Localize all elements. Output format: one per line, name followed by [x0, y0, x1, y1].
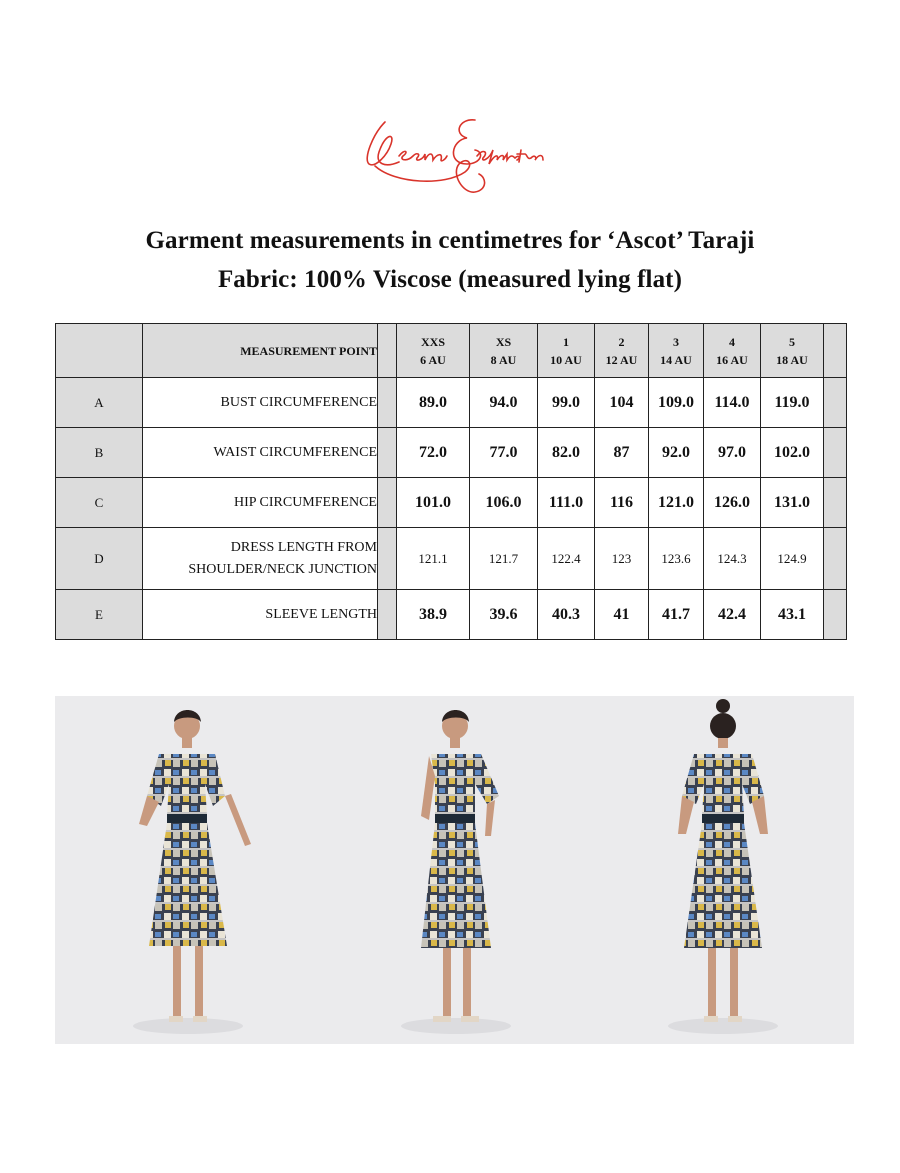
model-back-illustration [588, 696, 854, 1044]
size-label: 3 [673, 334, 679, 349]
au-label: 14 AU [660, 352, 692, 367]
size-header [397, 324, 470, 378]
value-cell: 123 [595, 528, 649, 590]
row-code: D [56, 528, 143, 590]
value-cell: 121.1 [397, 528, 470, 590]
size-label: 1 [563, 334, 569, 349]
spacer-cell [378, 428, 397, 478]
spacer-cell [378, 528, 397, 590]
au-label: 10 AU [550, 352, 582, 367]
size-header [470, 324, 538, 378]
value-cell: 40.3 [538, 590, 595, 640]
au-label: 18 AU [776, 352, 808, 367]
model-side-illustration [321, 696, 588, 1044]
spacer-cell [824, 478, 847, 528]
value-cell: 82.0 [538, 428, 595, 478]
value-cell: 124.3 [704, 528, 761, 590]
value-cell: 114.0 [704, 378, 761, 428]
model-front-illustration [55, 696, 321, 1044]
photo-front-view [55, 696, 321, 1044]
value-cell: 77.0 [470, 428, 538, 478]
value-cell: 116 [595, 478, 649, 528]
row-code: B [56, 428, 143, 478]
photo-side-view [321, 696, 588, 1044]
au-label: 12 AU [605, 352, 638, 367]
value-cell: 123.6 [649, 528, 704, 590]
row-label: HIP CIRCUMFERENCE [143, 478, 378, 528]
spacer-cell [824, 428, 847, 478]
value-cell: 121.0 [649, 478, 704, 528]
photo-back-view [588, 696, 854, 1044]
size-label: XS [495, 334, 512, 349]
fabric-subtitle: Fabric: 100% Viscose (measured lying flat) [217, 266, 683, 293]
row-label-line: SHOULDER/NECK JUNCTION [188, 561, 377, 577]
value-cell: 38.9 [397, 590, 470, 640]
value-cell: 41.7 [649, 590, 704, 640]
size-header [704, 324, 761, 378]
size-header [595, 324, 649, 378]
table-row [56, 378, 847, 428]
au-label: 8 AU [490, 352, 517, 367]
value-cell: 42.4 [704, 590, 761, 640]
value-cell: 104 [595, 378, 649, 428]
au-label: 6 AU [420, 352, 446, 367]
value-cell: 43.1 [761, 590, 824, 640]
value-cell: 124.9 [761, 528, 824, 590]
value-cell: 102.0 [761, 428, 824, 478]
row-code: A [56, 378, 143, 428]
table-row [56, 528, 847, 590]
value-cell: 109.0 [649, 378, 704, 428]
row-code: C [56, 478, 143, 528]
row-label: WAIST CIRCUMFERENCE [143, 428, 378, 478]
size-label: XXS [420, 334, 445, 349]
value-cell: 97.0 [704, 428, 761, 478]
size-label: 5 [789, 334, 795, 349]
table-row [56, 478, 847, 528]
row-label: BUST CIRCUMFERENCE [143, 378, 378, 428]
spacer-cell [378, 478, 397, 528]
value-cell: 126.0 [704, 478, 761, 528]
header-measurement-point: MEASUREMENT POINT [143, 324, 378, 378]
value-cell: 131.0 [761, 478, 824, 528]
size-label: 2 [618, 334, 625, 349]
size-label: 4 [729, 334, 735, 349]
size-header [649, 324, 704, 378]
product-photos [55, 696, 854, 1044]
value-cell: 92.0 [649, 428, 704, 478]
value-cell: 121.7 [470, 528, 538, 590]
row-label: SLEEVE LENGTH [143, 590, 378, 640]
spacer-cell [824, 528, 847, 590]
value-cell: 99.0 [538, 378, 595, 428]
value-cell: 111.0 [538, 478, 595, 528]
size-header [761, 324, 824, 378]
page-title: Garment measurements in centimetres for ‘Ascot’ Taraji [145, 227, 755, 254]
value-cell: 94.0 [470, 378, 538, 428]
spacer-cell [378, 324, 397, 378]
measurement-table [55, 323, 847, 640]
table-header-row [56, 324, 847, 378]
row-code: E [56, 590, 143, 640]
size-header [538, 324, 595, 378]
spacer-cell [824, 590, 847, 640]
spacer-cell [824, 378, 847, 428]
value-cell: 106.0 [470, 478, 538, 528]
value-cell: 41 [595, 590, 649, 640]
brand-logo [355, 104, 545, 199]
row-label-line: DRESS LENGTH FROM [230, 539, 377, 555]
table-row [56, 428, 847, 478]
value-cell: 89.0 [397, 378, 470, 428]
value-cell: 119.0 [761, 378, 824, 428]
value-cell: 101.0 [397, 478, 470, 528]
value-cell: 72.0 [397, 428, 470, 478]
value-cell: 122.4 [538, 528, 595, 590]
value-cell: 87 [595, 428, 649, 478]
au-label: 16 AU [716, 352, 748, 367]
header-code-cell [56, 324, 143, 378]
spacer-cell [824, 324, 847, 378]
row-label [143, 528, 378, 590]
spacer-cell [378, 378, 397, 428]
spacer-cell [378, 590, 397, 640]
table-row [56, 590, 847, 640]
value-cell: 39.6 [470, 590, 538, 640]
